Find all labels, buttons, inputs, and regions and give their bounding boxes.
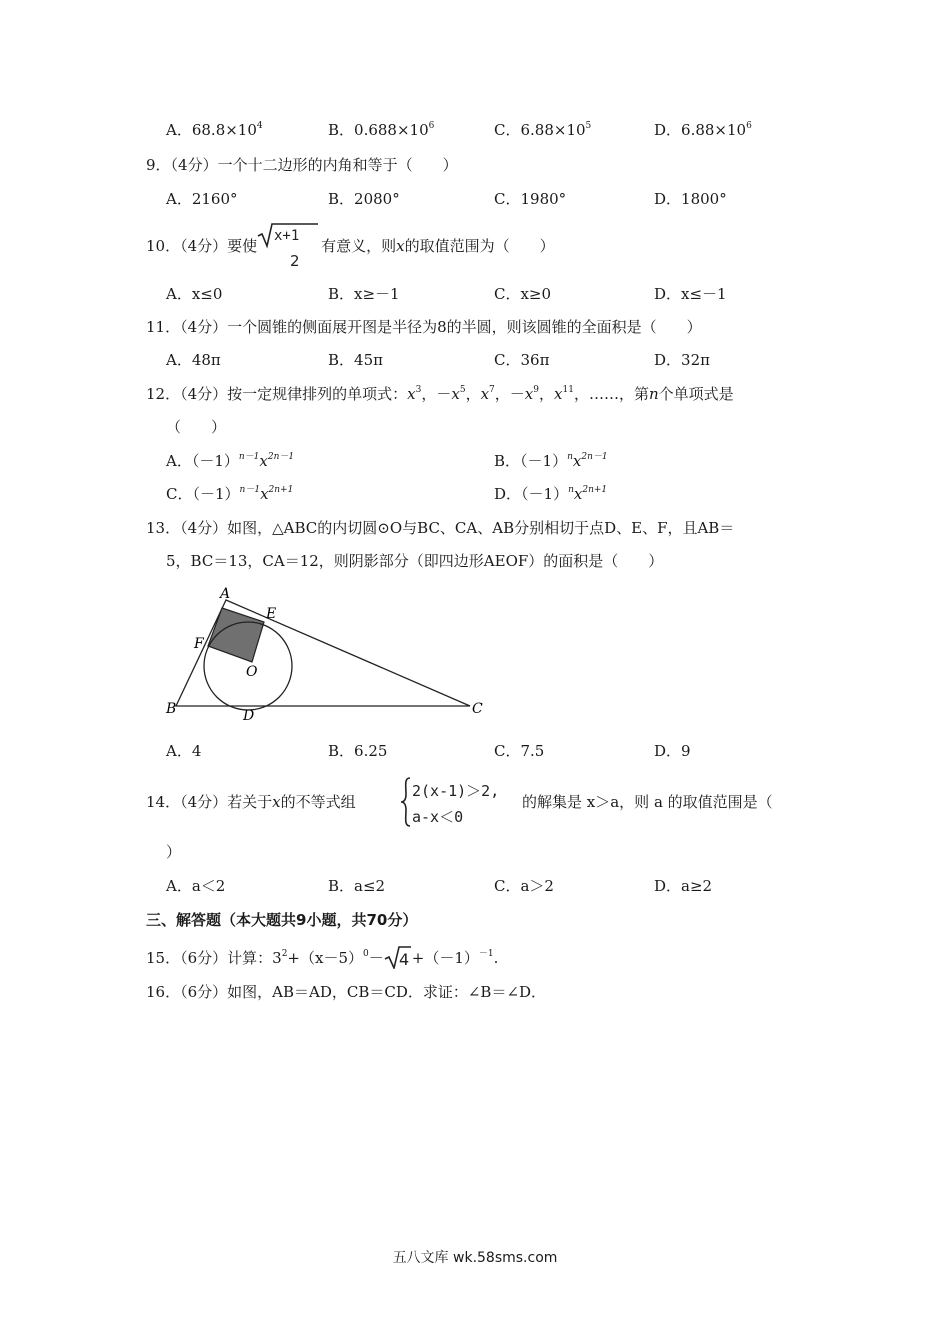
- label-b: B: [166, 701, 177, 717]
- q13-line1: 13．（4分）如图，△ABC的内切圆⊙O与BC、CA、AB分别相切于点D、E、F，且AB＝: [146, 519, 735, 537]
- q11-option-a: A．48π: [166, 351, 221, 369]
- q9-option-b: B．2080°: [328, 190, 400, 208]
- q12-stem-cont: （ ）: [166, 418, 227, 436]
- q13-option-a: A．4: [166, 742, 202, 760]
- q13-figure: [160, 582, 500, 722]
- q9-option-a: A．2160°: [166, 190, 238, 208]
- q13-line2: 5，BC＝13，CA＝12，则阴影部分（即四边形AEOF）的面积是（ ）: [166, 552, 664, 570]
- q12-option-c: C．$(-1)^{n-1}x^{2n+1}$: [166, 485, 294, 503]
- q16-stem: 16．（6分）如图，AB＝AD，CB＝CD．求证：∠B＝∠D．: [146, 983, 547, 1001]
- q14-stem-suffix: 的解集是 x＞a，则 a 的取值范围是（: [522, 793, 773, 811]
- footer-watermark: 五八文库 wk.58sms.com: [392, 1250, 558, 1266]
- q14-inequality-system: [400, 776, 520, 828]
- label-e: E: [266, 606, 277, 622]
- q15-sqrt: [384, 945, 412, 969]
- q14-eq2: a-x＜0: [412, 808, 464, 826]
- label-c: C: [472, 701, 483, 717]
- q11-option-c: C．36π: [494, 351, 550, 369]
- q11-option-b: B．45π: [328, 351, 383, 369]
- label-o: O: [246, 664, 258, 680]
- q12-option-a: A．$(-1)^{n-1}x^{2n-1}$: [166, 452, 295, 470]
- q14-option-d: D．a≥2: [654, 877, 713, 895]
- q8-option-a: A．$68.8\times 10^4$: [166, 121, 263, 139]
- q10-option-c: C．x≥0: [494, 285, 552, 303]
- q14-option-b: B．a≤2: [328, 877, 386, 895]
- q14-option-a: A．a＜2: [166, 877, 226, 895]
- q14-stem: 14．（4分）若关于x的不等式组: [146, 793, 356, 811]
- q15-stem: 15．（6分）计算：$3^2+(x-5)^0-$ 4 $+(-1)^{-1}$.: [146, 945, 498, 969]
- q12-stem: 12．（4分）按一定规律排列的单项式：$x^3$，$-x^5$，$x^7$，$-x^9$，$x^{11}$，……，第n个单项式是: [146, 385, 734, 403]
- brace-icon: [401, 778, 410, 826]
- q8-option-c: C．$6.88\times 10^5$: [494, 121, 592, 139]
- q10-option-d: D．x≤－1: [654, 285, 727, 303]
- label-d: D: [243, 708, 255, 722]
- q10-stem: 10．（4分）要使 有意义，则x的取值范围为（ ）: [146, 237, 555, 255]
- q10-radicand: x+1: [274, 228, 300, 244]
- q14-eq1: 2(x-1)＞2,: [412, 782, 500, 800]
- q13-option-b: B．6.25: [328, 742, 388, 760]
- q14-stem-cont: ）: [166, 843, 182, 861]
- q10-option-a: A．x≤0: [166, 285, 223, 303]
- q10-denominator: 2: [290, 252, 300, 270]
- q13-option-d: D．9: [654, 742, 691, 760]
- label-f: F: [194, 636, 204, 652]
- q9-stem: 9．（4分）一个十二边形的内角和等于（ ）: [146, 156, 458, 174]
- q15-radicand: 4: [398, 950, 409, 969]
- section-title: 三、解答题（本大题共9小题，共70分）: [146, 911, 418, 929]
- q14-option-c: C．a＞2: [494, 877, 554, 895]
- label-a: A: [220, 586, 231, 602]
- q11-stem: 11．（4分）一个圆锥的侧面展开图是半径为8的半圆，则该圆锥的全面积是（ ）: [146, 318, 702, 336]
- q10-option-b: B．x≥－1: [328, 285, 400, 303]
- q12-option-b: B．$(-1)^nx^{2n-1}$: [494, 452, 608, 470]
- q8-option-d: D．$6.88\times 10^6$: [654, 121, 752, 139]
- q8-option-b: B．$0.688\times 10^6$: [328, 121, 435, 139]
- q9-option-c: C．1980°: [494, 190, 567, 208]
- q13-option-c: C．7.5: [494, 742, 545, 760]
- q9-option-d: D．1800°: [654, 190, 727, 208]
- q10-fraction: [256, 222, 320, 270]
- q11-option-d: D．32π: [654, 351, 710, 369]
- q12-option-d: D．$(-1)^nx^{2n+1}$: [494, 485, 608, 503]
